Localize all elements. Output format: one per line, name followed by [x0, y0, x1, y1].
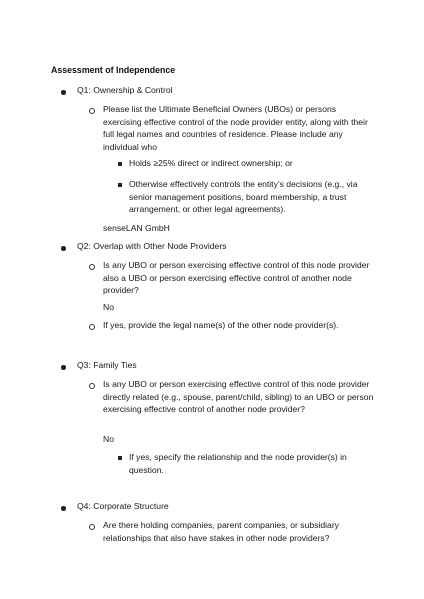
q3-label: Q3: Family Ties — [77, 360, 137, 370]
q4-label: Q4: Corporate Structure — [77, 501, 169, 511]
q3-prompt: Is any UBO or person exercising effective control of this node provider directly related (e.g., spouse, parent/child, sibling) to an UBO or person exercising effective control of another node provider? — [103, 379, 374, 415]
q2-prompt: Is any UBO or person exercising effective control of this node provider also a UBO or person exercising effective control of another node provider? — [103, 260, 370, 296]
bullet-q2-prompt — [89, 264, 95, 270]
bullet-q3 — [61, 365, 66, 370]
q1-answer: senseLAN GmbH — [103, 223, 170, 233]
q4-prompt: Are there holding companies, parent companies, or subsidiary relationships that also have stakes in other node providers? — [103, 520, 339, 543]
section-heading: Assessment of Independence — [51, 65, 176, 75]
q3-answer: No — [103, 434, 114, 444]
bullet-q2 — [61, 246, 66, 251]
bullet-q3-prompt — [89, 383, 95, 389]
q1-prompt: Please list the Ultimate Beneficial Owners (UBOs) or persons exercising effective control of the node provider entity, along with their full legal names and countries of residence. Please include any individual who — [103, 104, 368, 152]
bullet-q1 — [61, 90, 66, 95]
q2-label: Q2: Overlap with Other Node Providers — [77, 241, 227, 251]
bullet-q1-prompt — [89, 108, 95, 114]
q2-followup: If yes, provide the legal name(s) of the other node provider(s). — [103, 320, 339, 330]
bullet-q1-criterion-2 — [118, 183, 122, 187]
bullet-q4-prompt — [89, 524, 95, 530]
q1-label: Q1: Ownership & Control — [77, 85, 173, 95]
q3-followup: If yes, specify the relationship and the node provider(s) in question. — [129, 452, 347, 475]
q2-answer: No — [103, 302, 114, 312]
q1-criterion-2: Otherwise effectively controls the entity’s decisions (e.g., via senior management positions, board membership, a trust arrangement, or other legal agreements). — [129, 179, 358, 215]
bullet-q3-followup — [118, 456, 122, 460]
bullet-q2-followup — [89, 324, 95, 330]
bullet-q4 — [61, 506, 66, 511]
q1-criterion-1: Holds ≥25% direct or indirect ownership; or — [129, 158, 293, 168]
bullet-q1-criterion-1 — [118, 162, 122, 166]
